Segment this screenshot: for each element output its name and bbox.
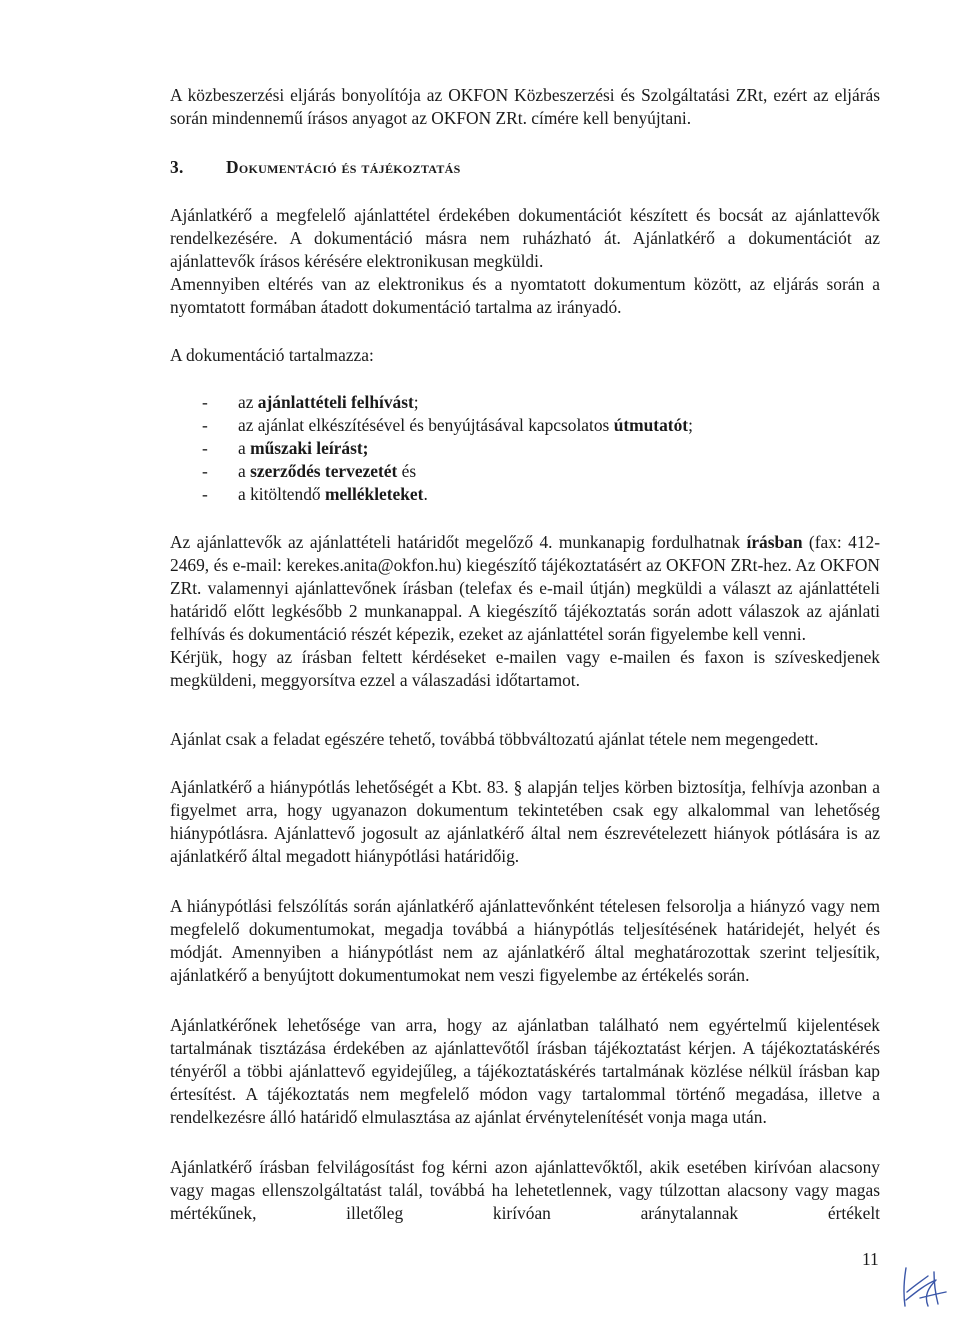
questions-paragraph: Az ajánlattevők az ajánlattételi határidőt megelőző 4. munkanapig fordulhatnak írásban (fax: 412-2469, és e-mail: kerekes.anita@okfon.hu) kiegészítő tájékoztatásért az OKFON ZRt-hez. Az OKFON ZRt. valamennyi ajánlattevőnek írásban (telefax és e-mail útján) megküldi a választ az ajánlattételi határidő előtt legkésőbb 2 munkanappal. A kiegészítő tájékoztatás során adott válaszok az ajánlati felhívás és dokumentáció részét képezik, ezeket az ajánlattétel során figyelembe kell venni. (170, 532, 881, 644)
list-item: - a kitöltendő mellékleteket. (170, 483, 880, 506)
price-clarification-paragraph: Ajánlatkérő írásban felvilágosítást fog kérni azon ajánlattevőktől, akik esetében kirívóan alacsony vagy magas ellenszolgáltatást talál, továbbá ha lehetetlennek, vagy túlzottan alacsony vagy magas mértékűnek, illetőleg kirívóan aránytalannak értékelt (170, 1157, 880, 1223)
whole-task-paragraph: Ajánlat csak a feladat egészére tehető, továbbá többváltozatú ajánlat tétele nem megengedett. (170, 729, 819, 749)
discrepancy-paragraph: Amennyiben eltérés van az elektronikus és a nyomtatott dokumentum között, az eljárás során a nyomtatott formában átadott dokumentáció tartalma az irányadó. (170, 274, 880, 317)
signature-icon (898, 1262, 950, 1310)
list-item: - az ajánlat elkészítésével és benyújtásával kapcsolatos útmutatót; (170, 414, 880, 437)
document-page (170, 84, 880, 1225)
section-number: 3. (170, 157, 184, 177)
page-number: 11 (862, 1249, 879, 1269)
clarification-paragraph: Ajánlatkérőnek lehetősége van arra, hogy az ajánlatban található nem egyértelmű kijelentések tartalmának tisztázása érdekében az ajánlattevőtől írásban tájékoztatást kérjen. A tájékoztatáskérés tényéről a többi ajánlattevő egyidejűleg, a tájékoztatáskérés tartalmának közlése nélkül írásban kap értesítést. A tájékoztatás nem megfelelő módon vagy tartalommal történő megadása, illetve a rendelkezésre álló határidő elmulasztása az ajánlat érvénytelenítését vonja maga után. (170, 1015, 880, 1127)
intro-paragraph: A közbeszerzési eljárás bonyolítója az OKFON Közbeszerzési és Szolgáltatási ZRt, ezért az eljárás során mindennemű írásos anyagot az OKFON ZRt. címére kell benyújtani. (170, 85, 880, 128)
deficiency-notice-paragraph: A hiánypótlási felszólítás során ajánlatkérő ajánlattevőnként tételesen felsorolja a hiányzó vagy nem megfelelő dokumentumokat, megadja továbbá a hiánypótlás teljesítésének határidejét, helyét és módját. Amennyiben a hiánypótlást nem az ajánlatkérő által meghatározottak szerint teljesítik, ajánlatkérő a benyújtott dokumentumokat nem veszi figyelembe az értékelés során. (170, 896, 880, 985)
list-item: - az ajánlattételi felhívást; (170, 391, 880, 414)
documentation-paragraph: Ajánlatkérő a megfelelő ajánlattétel érdekében dokumentációt készített és bocsát az ajánlattevők rendelkezésére. A dokumentáció másra nem ruházható át. Ajánlatkérő a dokumentációt az ajánlattevők írásos kérésére elektronikusan megküldi. (170, 205, 880, 271)
section-title: Dokumentáció és tájékoztatás (226, 157, 461, 177)
contents-list (170, 391, 880, 506)
section-heading (170, 156, 880, 179)
list-item: - a szerződés tervezetét és (170, 460, 880, 483)
list-item: - a műszaki leírást; (170, 437, 880, 460)
request-paragraph: Kérjük, hogy az írásban feltett kérdéseket e-mailen vagy e-mailen és faxon is szíveskedjenek megküldeni, meggyorsítva ezzel a válaszadási időtartamot. (170, 647, 880, 690)
contents-intro: A dokumentáció tartalmazza: (170, 345, 374, 365)
deficiency-paragraph: Ajánlatkérő a hiánypótlás lehetőségét a Kbt. 83. § alapján teljes körben biztosítja, felhívja azonban a figyelmet arra, hogy ugyanazon dokumentum tekintetében csak egy alkalommal van lehetőség hiánypótlásra. Ajánlattevő jogosult az ajánlatkérő által nem észrevételezett hiányok pótlására is az ajánlatkérő által megadott hiánypótlási határidőig. (170, 777, 880, 866)
